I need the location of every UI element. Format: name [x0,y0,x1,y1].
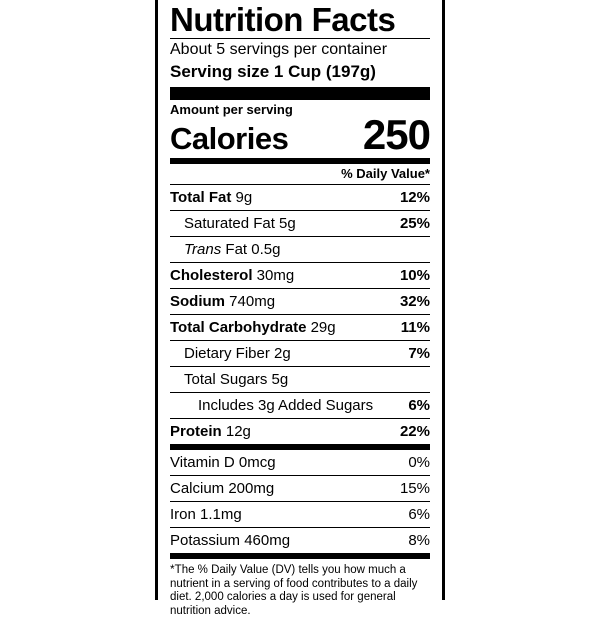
nutrient-name: Dietary Fiber 2g [184,345,291,362]
divider-under-title [170,38,430,39]
calories-value: 250 [362,111,430,158]
nutrient-row-protein [170,418,430,444]
vitamin-row-potassium [170,527,430,553]
nutrient-name [170,188,252,207]
nutrient-name: Includes 3g Added Sugars [198,397,374,414]
calories-label: Calories [170,121,289,156]
vitamin-dv: 8% [408,532,430,549]
nutrient-name [170,318,336,337]
nutrient-name [170,266,294,285]
nutrient-dv: 6% [408,397,430,414]
serving-size: Serving size 1 Cup (197g) [170,62,376,81]
nutrient-amount: 30mg [252,267,295,284]
nutrient-name [170,240,280,259]
nutrient-name-bold: Total Fat [170,189,232,206]
amount-per-serving-label: Amount per serving [170,102,293,117]
nutrient-name-bold: Sodium [170,293,225,310]
nutrient-row-cholesterol [170,262,430,288]
daily-value-header: % Daily Value* [341,166,430,181]
nutrient-name-bold: Total Carbohydrate [170,319,307,336]
vitamin-row-calcium [170,475,430,501]
nutrient-row-added-sugars [170,392,430,418]
nutrient-name-italic: Trans [184,241,222,258]
nutrient-name [170,422,251,441]
nutrient-row-saturated-fat [170,210,430,236]
nutrient-name [170,292,275,311]
nutrient-amount: 29g [306,319,336,336]
calories-row [170,113,430,158]
nutrient-dv: 22% [399,423,430,440]
nutrient-dv: 25% [399,215,430,232]
nutrient-amount: 12g [221,423,251,440]
footnote-text: The % Daily Value (DV) tells you how much a nutrient in a serving of food contributes to a daily diet. 2,000 calories a day is used for general nutrition advice. [170,564,418,617]
vitamin-row-vitamin-d [170,450,430,475]
vitamin-dv: 6% [408,506,430,523]
nutrient-name: Saturated Fat 5g [184,215,296,232]
vitamin-dv: 15% [399,480,430,497]
nutrient-row-total-fat [170,184,430,210]
nutrient-name-bold: Protein [170,423,222,440]
vitamin-name: Potassium 460mg [170,532,291,549]
nutrient-row-sodium [170,288,430,314]
nutrient-row-dietary-fiber [170,340,430,366]
nutrient-amount: Fat 0.5g [221,241,281,258]
nutrient-amount: 9g [231,189,253,206]
nutrient-dv: 7% [408,345,430,362]
nutrient-row-total-sugars [170,366,430,392]
nutrient-amount: 740mg [225,293,276,310]
page-title: Nutrition Facts [170,1,396,38]
footnote-asterisk: * [170,562,175,576]
nutrient-name-bold: Cholesterol [170,267,253,284]
nutrient-dv: 12% [399,189,430,206]
divider-thick-1 [170,87,430,100]
vitamin-name: Vitamin D 0mcg [170,454,276,471]
nutrition-facts-label [155,0,445,617]
vitamin-row-iron [170,501,430,527]
servings-per-container: About 5 servings per container [170,41,388,58]
vitamin-name: Calcium 200mg [170,480,275,497]
nutrient-dv: 11% [400,319,430,336]
footnote [170,559,430,618]
nutrient-name: Total Sugars 5g [184,371,289,388]
nutrient-dv: 32% [399,293,430,310]
nutrient-dv: 10% [399,267,430,284]
vitamin-dv: 0% [408,454,430,471]
nutrient-row-trans-fat [170,236,430,262]
vitamin-name: Iron 1.1mg [170,506,242,523]
nutrient-row-total-carbohydrate [170,314,430,340]
